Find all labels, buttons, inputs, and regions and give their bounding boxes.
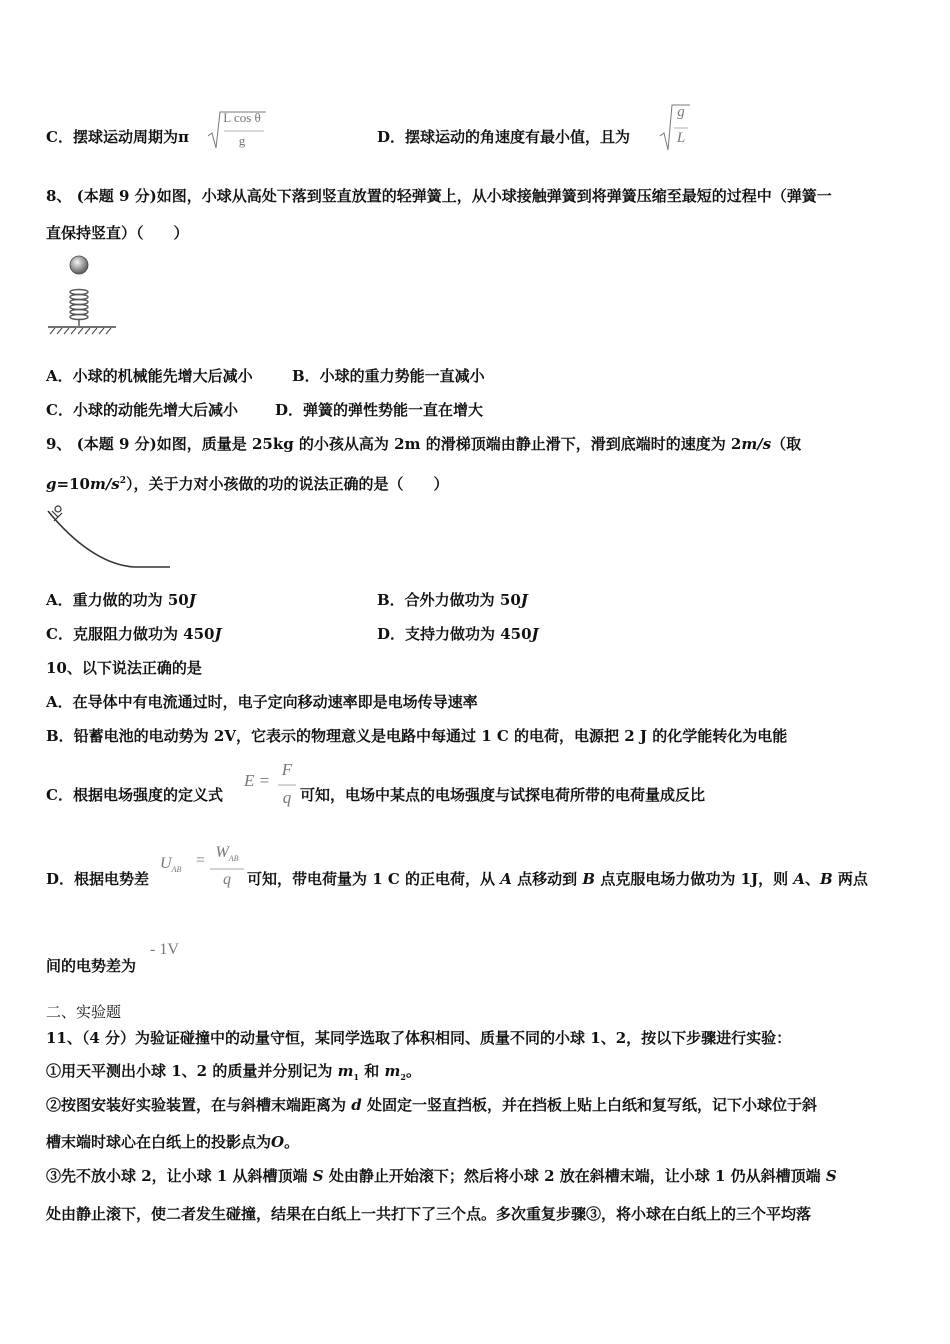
q10-option-c-part2: 可知，电场中某点的电场强度与试探电荷所带的电荷量成反比 [300,786,706,804]
q11-step3-text: ③先不放小球 2，让小球 1 从斜槽顶端 [46,1167,308,1185]
q10-d-lhs-sub: AB [171,865,182,875]
q7-c-denominator: g [238,133,246,148]
q10-d-num-sub: AB [228,854,239,864]
q10-option-d-part2 [247,869,868,889]
q9-option-d-text: D．支持力做功为 450 [377,625,532,643]
q11-step1 [46,1061,421,1087]
q10-c-lhs: E = [244,771,271,790]
q9-option-d-unit: J [531,625,539,643]
q9-option-b-unit: J [520,591,528,609]
q10-option-c-part1: C．根据电场强度的定义式 [46,786,223,804]
q8-stem-line1: 8、 (本题 9 分)如图，小球从高处下落到竖直放置的轻弹簧上，从小球接触弹簧到将弹簧压缩至最短的过程中（弹簧一 [46,187,832,205]
q11-stem: 11、（4 分）为验证碰撞中的动量守恒，某同学选取了体积相同、质量不同的小球 1、2，按以下步骤进行实验： [46,1029,792,1047]
q7-option-c [46,127,189,147]
q10-c-denominator: q [282,788,292,807]
q10-stem: 10、以下说法正确的是 [46,659,202,677]
q9-option-d [377,624,539,644]
q9-option-b [377,590,528,610]
q9-stem-line1-end: （取 [771,435,802,453]
q11-m1: m [337,1062,354,1080]
q9-stem-line2 [46,471,449,494]
q8-stem-line2: 直保持竖直）（ ） [46,224,189,242]
q8-option-b: B．小球的重力势能一直减小 [292,367,485,385]
q9-velocity-unit: m/s [741,435,772,453]
q9-stem-line2-text: ），关于力对小孩做的功的说法正确的是（ ） [126,475,449,493]
spring-icon [70,290,88,327]
q8-option-c: C．小球的动能先增大后减小 [46,401,238,419]
q10-d-lhs [160,855,181,874]
q8-option-a: A．小球的机械能先增大后减小 [46,367,253,385]
q11-s-symbol-2: S [825,1167,837,1185]
q8-option-d: D．弹簧的弹性势能一直在增大 [275,401,484,419]
q10-c-numerator: F [281,760,293,779]
q10-d-point-a: A [500,870,512,888]
q8-ball-spring-figure [46,254,120,340]
q9-option-c-text: C．克服阻力做功为 450 [46,625,215,643]
q7-c-numerator: L cos θ [223,110,261,125]
q11-m2: m [384,1062,401,1080]
q10-d-point-a2: A [793,870,805,888]
q10-d-fraction-bar [210,868,244,870]
q9-stem-line1-text: 9、 (本题 9 分)如图，质量是 25kg 的小孩从高为 2m 的滑梯顶端由静止滑下，滑到底端时的速度为 2 [46,435,742,453]
q11-step2-text-b: 处固定一竖直挡板，并在挡板上贴上白纸和复写纸，记下小球位于斜 [366,1096,817,1114]
q9-option-a [46,590,196,610]
q9-option-b-text: B．合外力做功为 50 [377,591,521,609]
q11-step2-line2 [46,1132,299,1152]
slide-curve-icon [48,511,170,567]
q9-stem-line1 [46,434,801,454]
q11-m1-sub: 1 [353,1072,360,1082]
q9-option-c [46,624,222,644]
q11-step3-text-b: 处由静止开始滚下；然后将小球 2 放在斜槽末端，让小球 1 仍从斜槽顶端 [328,1167,821,1185]
q10-c-fraction-bar [278,784,296,786]
q9-slide-figure [44,503,174,573]
q9-g-unit-exponent: 2 [119,476,127,486]
q10-d-point-b2: B [819,870,833,888]
q7-option-c-text: C．摆球运动周期为π [46,128,189,146]
q11-m2-sub: 2 [400,1072,406,1082]
q9-g-symbol: g [46,475,57,493]
q10-d-lhs-u: U [160,855,172,872]
q10-d-denominator: q [223,871,231,888]
q11-step1-and: 和 [364,1062,380,1080]
q10-d-eq: = [196,852,206,869]
q10-option-b: B．铅蓄电池的电动势为 2V，它表示的物理意义是电路中每通过 1 C 的电荷，电源把 2 J 的化学能转化为电能 [46,727,788,745]
q11-o-symbol: O [271,1133,285,1151]
q11-step3-line2: 处由静止滚下，使二者发生碰撞，结果在白纸上一共打下了三个点。多次重复步骤③，将小球在白纸上的三个平均落 [46,1205,812,1223]
ball-icon [70,256,88,274]
q10-d-text-d: 点克服电场力做功为 1J，则 [600,870,789,888]
q10-d-text-b: 可知，带电荷量为 1 C 的正电荷，从 [247,870,496,888]
q10-option-a: A．在导体中有电流通过时，电子定向移动速率即是电场传导速率 [46,693,478,711]
ground-icon [48,327,116,334]
q7-d-numerator: g [677,104,685,120]
q10-option-d-part1: D．根据电势差 [46,870,150,888]
q10-d-point-b: B [582,870,596,888]
q10-d-numerator [210,844,244,863]
q9-option-a-text: A．重力做的功为 50 [46,591,189,609]
q9-option-c-unit: J [214,625,222,643]
q11-s-symbol: S [312,1167,324,1185]
q11-step1-end: 。 [405,1062,421,1080]
q7-option-d [377,127,630,147]
q10-d-sep: 、 [804,870,820,888]
q10-d-text-c: 点移动到 [517,870,578,888]
q11-step2-line2-text: 槽末端时球心在白纸上的投影点为 [46,1133,272,1151]
q10-option-d-line2: 间的电势差为 [46,957,137,975]
q10-d-text-e: 两点 [837,870,868,888]
q11-step2 [46,1095,817,1115]
section-2-title: 二、实验题 [46,1003,122,1021]
q9-g-unit: m/s [89,475,120,493]
q11-step1-text: ①用天平测出小球 1、2 的质量并分别记为 [46,1062,333,1080]
q9-g-value: =10 [56,475,90,493]
q7-d-denominator: L [676,130,686,146]
q11-step2-end: 。 [284,1133,300,1151]
q11-step3 [46,1166,837,1186]
q10-d-value: - 1V [150,941,179,958]
q10-d-num-w: W [215,844,229,861]
q11-step2-text: ②按图安装好实验装置，在与斜槽末端距离为 [46,1096,347,1114]
q9-option-a-unit: J [188,591,196,609]
q11-d-symbol: d [351,1096,362,1114]
q7-option-d-text: D．摆球运动的角速度有最小值，且为 [377,128,631,146]
